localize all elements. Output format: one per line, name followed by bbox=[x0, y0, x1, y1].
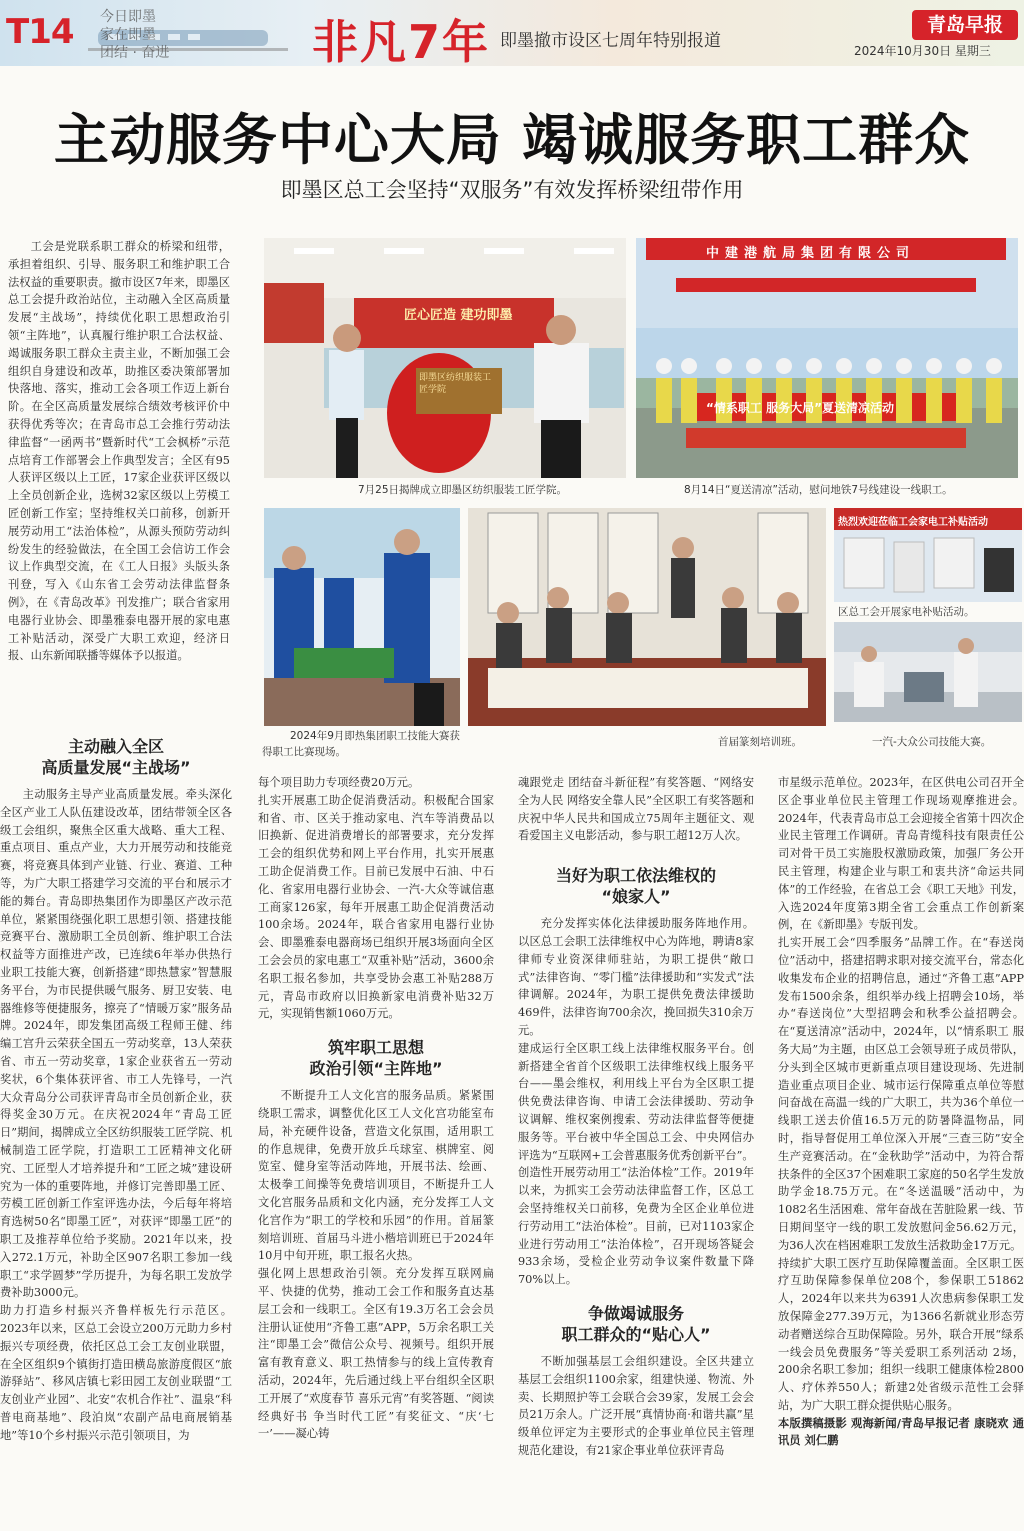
column-2 bbox=[258, 774, 494, 1531]
caption-text: 2024年9月即热集团职工技能大赛获得职工比赛现场。 bbox=[262, 730, 460, 758]
photo-appliance-subsidy bbox=[834, 508, 1022, 602]
photo-tailoring-academy bbox=[264, 238, 626, 478]
subheadline: 即墨区总工会坚持“双服务”有效发挥桥梁纽带作用 bbox=[280, 178, 744, 202]
event-banner-text: 热烈欢迎莅临工会家电工补贴活动 bbox=[838, 517, 988, 528]
newspaper-logo: 青岛早报 bbox=[912, 10, 1018, 40]
masthead bbox=[0, 0, 1024, 66]
intro-paragraph bbox=[8, 238, 230, 716]
corner-slogan: 今日即墨 bbox=[100, 9, 156, 25]
photo-caption: 一汽-大众公司技能大赛。 bbox=[872, 736, 992, 748]
photo-caption: 7月25日揭牌成立即墨区纺织服装工匠学院。 bbox=[358, 484, 568, 496]
special-report-label: 即墨撤市设区七周年特别报道 bbox=[500, 31, 721, 51]
column-text: 市星级示范单位。2023年，在区供电公司召开全区企事业单位民主管理工作现场观摩推进会。2024年，代表青岛市总工会迎接全省第十四次企业民主管理工作调研。青岛青缆科技有限责任公司对骨干员工实施股权激励政策，加强厂务公开民主管理，构建企业与职工和衷共济“命运共同体”的工作经验，在省总工会《职工天地》刊发，入选2024年度第3期全省工会重点工作创新案例，在《新即墨》专版刊发。 扎实开展工会“四季服务”品牌工作。在“春送岗位”活动中，搭建招聘求职对接交流平台，常态化收集发布企业的招聘信息，通过“齐鲁工惠”APP发布1500余条，组织举办线上招聘会10场，举办“春送岗位”大型招聘会和秋季公益招聘会。在“夏送清凉”活动中，2024年，以“情系职工 服务大局”为主题，由区总工会领导班子成员带队，分头到全区城市更新重点项目建设现场、先进制造业重点项目企业、城市运行保障重点单位等慰问奋战在高温一线的广大职工，共为36个单位一线职工送去价值16.5万元的防暑降温物品，同时，指导督促用工单位深入开展“三查三防”安全生产竞赛活动。在“金秋助学”活动中，为符合帮扶条件的全区37个困难职工家庭的50名学生发放助学金18.75万元。在“冬送温暖”活动中，为1082名生活困难、常年奋战在苦脏险累一线、节日期间坚守一线的职工发放慰问金56.62万元，为36人次在档困难职工发放生活救助金17万元。 持续扩大职工医疗互助保障覆盖面。全区职工医疗互助保障参保单位208个，参保职工51862人，2024年以来共为6391人次患病参保职工发放保障金277.39万元，为1366名新就业形态劳动者赠送综合互助保障险。另外，联合开展“绿系一线会员免费服务”等关爱职工系列活动 2场，200余名职工参加；组织一线职工健康体检2800人、疗休养550人；新建2处省级示范性工会驿站，为广大职工群众提供贴心服务。 bbox=[778, 776, 1024, 1412]
photo-caption: 首届篆刻培训班。 bbox=[718, 736, 802, 748]
column-text: 每个项目助力专项经费20万元。 扎实开展惠工助企促消费活动。积极配合国家和省、市、区关于推动家电、汽车等消费品以旧换新、促进消费增长的部署要求，充分发挥工会的组织优势和网上平台作用，扎实开展惠工助企促消费工作。目前已发展中石油、中石化、省家用电器行业协会、一汽-大众等诚信惠工商家126家，每年开展惠工助企促消费活动100余场。2024年，联合省家用电器行业协会、即墨雅泰电器商场已组织开展3场面向全区工会会员的家电惠工“双重补贴”活动，3600余名职工报名参加，共享受协会惠工补贴288万元，青岛市政府以旧换新家电消费补贴32万元，实现销售额1060万元。 bbox=[258, 776, 494, 1021]
corner-slogans bbox=[100, 8, 169, 62]
corner-slogan: 家在即墨 bbox=[100, 27, 156, 43]
corner-slogan: 团结 · 奋进 bbox=[100, 45, 170, 61]
photo-summer-cooling bbox=[636, 238, 1018, 478]
section-heading: 筑牢职工思想 政治引领“主阵地” bbox=[309, 1038, 443, 1079]
column-text: 充分发挥实体化法律援助服务阵地作用。以区总工会职工法律维权中心为阵地，聘请8家律师专业资深律师驻站，为职工提供“敞口式”法律咨询、“零门槛”法律援助和“实发式”法律调解。2024年，为职工提供免费法律援助469件，法律咨询700余次，挽回损失310余万元。 建成运行全区职工线上法律维权服务平台。创新搭建全省首个区级职工法律维权线上服务平台——墨会维权，利用线上平台为全区职工提供免费法律咨询、申请工会法律援助、劳动争议调解、维权案例搜索、劳动法律监督等便捷服务等。平台被中华全国总工会、中央网信办评选为“互联网+工会普惠服务优秀创新平台”。 创造性开展劳动用工“法治体检”工作。2019年以来，为抓实工会劳动法律监督工作，区总工会坚持维权关口前移，免费为全区企业单位进行劳动用工“法治体检”。目前，已对1103家企业进行劳动用工“法治体检”，召开现场答疑会933余场，受检企业劳动争议案件数量下降70%以上。 bbox=[518, 917, 754, 1287]
photo-caption bbox=[262, 728, 462, 760]
byline-credit: 本版撰稿摄影 观海新闻/青岛早报记者 康晓欢 通讯员 刘仁鹏 bbox=[778, 1415, 1024, 1448]
issue-date: 2024年10月30日 星期三 bbox=[854, 44, 991, 58]
column-text: 主动服务主导产业高质量发展。牵头深化全区产业工人队伍建设改革，团结带领全区各级工会组织，聚焦全区重大战略、重大工程、重点项目、重点产业，大力开展劳动和技能竞赛，将竞赛具体到产业链、行业、赛道、工种等，为广大职工搭建学习交流的平台和展示才能的舞台。青岛即热集团作为即墨区产改示范单位，紧紧围绕强化职工思想引领、搭建技能竞赛平台、激励职工全员创新、维护职工合法权益等方面推进产改，已连续6年举办供热行业职工技能大赛，创新搭建“即热慧家”智慧服务平台，为市民提供暖气服务、厨卫安装、电器维修等便捷服务，擦亮了“情暖万家”服务品牌。2024年，即发集团高级工程师王健、纬编工宫升云荣获全国五一劳动奖章，13人荣获省、市五一劳动奖章，1家企业获省五一劳动奖状，6个集体获评省、市工人先锋号，一汽大众青岛分公司获评青岛市全员创新企业，获得奖金30万元。在庆祝2024年“青岛工匠日”期间，揭牌成立全区纺织服装工匠学院、机械制造工匠学院，打造职工工匠精神文化研究、工匠型人才培养提升和“工匠之城”建设研究为一体的重要阵地，并修订完善即墨工匠、劳模工匠创新工作室评选办法，今后每年将培育选树50名“即墨工匠”，对获评“即墨工匠”的职工及推荐单位给予奖励。2021年以来，投入272.1万元，补助全区907名职工参加一线职工“求学圆梦”学历提升，为每名职工发放学费补助3000元。 助力打造乡村振兴齐鲁样板先行示范区。2023年以来，区总工会设立200万元助力乡村振兴专项经费，依托区总工会工友创业联盟，在全区组织9个镇街打造田横岛旅游度假区“旅游驿站”、移风店镇七彩田园工友创业联盟“工友创业产业园”、北安“农机合作社”、温泉“科普电商基地”、段泊岚“农副产品电商展销基地”等10个乡村振兴示范引领项目，为 bbox=[0, 788, 232, 1442]
section-heading: 当好为职工依法维权的 “娘家人” bbox=[555, 866, 716, 907]
plaque-text: 即墨区纺织服装工匠学院 bbox=[419, 373, 492, 395]
photo-seal-carving-class bbox=[468, 508, 826, 726]
column-text: 魂跟党走 团结奋斗新征程”有奖答题、“网络安全为人民 网络安全靠人民”全区职工有奖答题和庆祝中华人民共和国成立75周年主题征文、观看爱国主义电影活动，参与职工超12万人次。 bbox=[518, 776, 754, 843]
photo-skills-contest bbox=[264, 508, 460, 726]
section-title: 非凡7年 bbox=[312, 15, 491, 66]
photo-caption: 8月14日“夏送清凉”活动，慰问地铁7号线建设一线职工。 bbox=[684, 484, 953, 496]
column-4 bbox=[778, 774, 1024, 1531]
column-1 bbox=[0, 734, 232, 1531]
section-heading: 争做竭诚服务 职工群众的“贴心人” bbox=[561, 1303, 711, 1344]
photo-fawvw-contest bbox=[834, 622, 1022, 722]
activity-banner-text: “情系职工 服务大局”夏送清凉活动 bbox=[706, 401, 894, 415]
column-3 bbox=[518, 774, 754, 1531]
headline: 主动服务中心大局 竭诚服务职工群众 bbox=[53, 108, 971, 172]
photo-caption: 区总工会开展家电补贴活动。 bbox=[838, 606, 975, 618]
column-text: 不断提升工人文化宫的服务品质。紧紧围绕职工需求，调整优化区工人文化宫功能室布局，补充硬件设备，营造文化氛围，适用职工的作息规律，免费开放乒乓球室、棋牌室、阅览室、健身室等活动阵地，开展书法、绘画、太极拳工间操等免费培训项目，不断提升工人文化宫服务品质和文化内涵，充分发挥工人文化宫作为“职工的学校和乐园”的作用。首届篆刻培训班、首届马斗进小楷培训班已于2024年10月中旬开班，职工报名火热。 强化网上思想政治引领。充分发挥互联网扁平、快捷的优势，推动工会工作和服务直达基层工会和一线职工。全区有19.3万名工会会员注册认证使用“齐鲁工惠”APP，5万余名职工关注“即墨工会”微信公众号、视频号。组织开展富有教育意义、职工热情参与的线上宣传教育活动，2024年，先后通过线上平台组织全区职工开展了“欢度春节 喜乐元宵”有奖答题、“阅读经典好书 争当时代工匠”有奖征文、“庆‘七一’——凝心铸 bbox=[258, 1089, 494, 1441]
page-number: T14 bbox=[6, 12, 74, 52]
photo-sign-text: 匠心匠造 建功即墨 bbox=[404, 308, 513, 323]
intro-text: 工会是党联系职工群众的桥梁和纽带，承担着组织、引导、服务职工和维护职工合法权益的重要职责。撤市设区7年来，即墨区总工会提升政治站位，主动融入全区高质量发展“主战场”，持续优化职工思想政治引领“主阵地”，认真履行维护职工合法权益、竭诚服务职工群众主责主业，不断加强工会组织自身建设和改革，助推区委决策部署加快落地、落实，推动工会各项工作迈上新台阶。在全区高质量发展综合绩效考核评价中获得优秀等次；在青岛市总工会推行劳动法律监督“一函两书”暨新时代“工会枫桥”示范点培育工作部署会上作典型发言；全区有95人获评区级以上工匠，17家企业获评区级以上全员创新企业，选树32家区级以上劳模工匠创新工作室；坚持维权关口前移，创新开展劳动用工“法治体检”，从源头预防劳动纠纷发生的经验做法，在全国工会信访工作会议上作典型交流，在《工人日报》头版头条刊登，写入《山东省工会劳动法律监督条例》，在《青岛改革》刊发推广；联合省家用电器行业协会、即墨雅泰电器开展的家电惠工补贴活动，深受广大职工欢迎，经济日报、山东新闻联播等媒体予以报道。 bbox=[8, 240, 230, 663]
column-text: 不断加强基层工会组织建设。全区共建立基层工会组织1100余家，组建快递、物流、外卖、长期照护等工会联合会39家，发展工会会员21万余人。广泛开展“真情协商·和谐共赢”星级单位评定为主要形式的企事业单位民主管理规范化建设，有21家企事业单位获评青岛 bbox=[518, 1354, 754, 1457]
company-sign-text: 中建港航局集团有限公司 bbox=[706, 246, 916, 261]
section-heading: 主动融入全区 高质量发展“主战场” bbox=[41, 737, 191, 777]
